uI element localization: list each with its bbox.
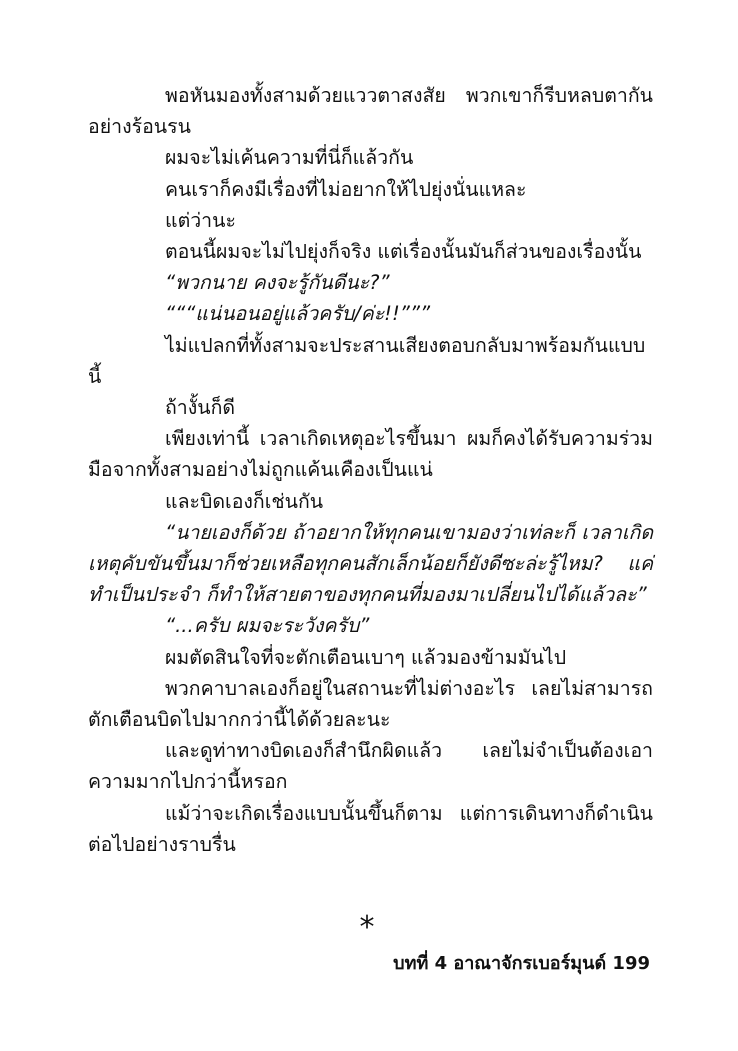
dialogue-paragraph: “““แน่นอนอยู่แล้วครับ/ค่ะ!!””” <box>165 302 431 326</box>
paragraph: คนเราก็คงมีเรื่องที่ไม่อยากให้ไปยุ่งนั่นแหละ <box>165 177 527 201</box>
paragraph: พวกคาบาลเองก็อยู่ในสถานะที่ไม่ต่างอะไร เลยไม่สามารถตักเตือนบิดไปมากกว่านี้ได้ด้วยละนะ <box>88 676 653 732</box>
section-divider <box>0 908 738 948</box>
paragraph: และบิดเองก็เช่นกัน <box>165 489 324 513</box>
asterisk-divider: * <box>359 910 375 945</box>
paragraph: แต่ว่านะ <box>165 208 236 232</box>
dialogue-paragraph: “...ครับ ผมจะระวังครับ” <box>165 614 370 638</box>
paragraph: ไม่แปลกที่ทั้งสามจะประสานเสียงตอบกลับมาพร้อมกันแบบนี้ <box>88 333 646 388</box>
body-text <box>88 80 653 860</box>
paragraph: เพียงเท่านี้ เวลาเกิดเหตุอะไรขึ้นมา ผมก็คงได้รับความร่วมมือจากทั้งสามอย่างไม่ถูกแค้นเคืองเป็นแน่ <box>88 427 653 482</box>
paragraph: พอหันมองทั้งสามด้วยแววตาสงสัย พวกเขาก็รีบหลบตากันอย่างร้อนรน <box>88 84 653 139</box>
paragraph: ถ้างั้นก็ดี <box>165 396 236 420</box>
paragraph: ผมตัดสินใจที่จะตักเตือนเบาๆ แล้วมองข้ามมันไป <box>165 645 567 669</box>
paragraph: และดูท่าทางบิดเองก็สำนึกผิดแล้ว เลยไม่จำเป็นต้องเอาความมากไปกว่านี้หรอก <box>88 739 653 794</box>
dialogue-paragraph: “พวกนาย คงจะรู้กันดีนะ?” <box>165 271 390 295</box>
chapter-title: บทที่ 4 อาณาจักรเบอร์มุนด์ <box>393 953 607 974</box>
page-footer <box>393 950 650 978</box>
paragraph: ตอนนี้ผมจะไม่ไปยุ่งก็จริง แต่เรื่องนั้นมันก็ส่วนของเรื่องนั้น <box>165 240 642 264</box>
paragraph: แม้ว่าจะเกิดเรื่องแบบนั้นขึ้นก็ตาม แต่การเดินทางก็ดำเนินต่อไปอย่างราบรื่น <box>88 801 653 856</box>
paragraph: ผมจะไม่เค้นความที่นี่ก็แล้วกัน <box>165 146 414 170</box>
page-number: 199 <box>612 953 650 974</box>
dialogue-paragraph: “นายเองก็ด้วย ถ้าอยากให้ทุกคนเขามองว่าเท่ละก็ เวลาเกิดเหตุคับขันขึ้นมาก็ช่วยเหลือทุกคนสักเล็กน้อยก็ยังดีซะล่ะรู้ไหม? แค่ทำเป็นประจำ ก็ทำให้สายตาของทุกคนที่มองมาเปลี่ยนไปได้แล้วละ” <box>88 520 653 607</box>
